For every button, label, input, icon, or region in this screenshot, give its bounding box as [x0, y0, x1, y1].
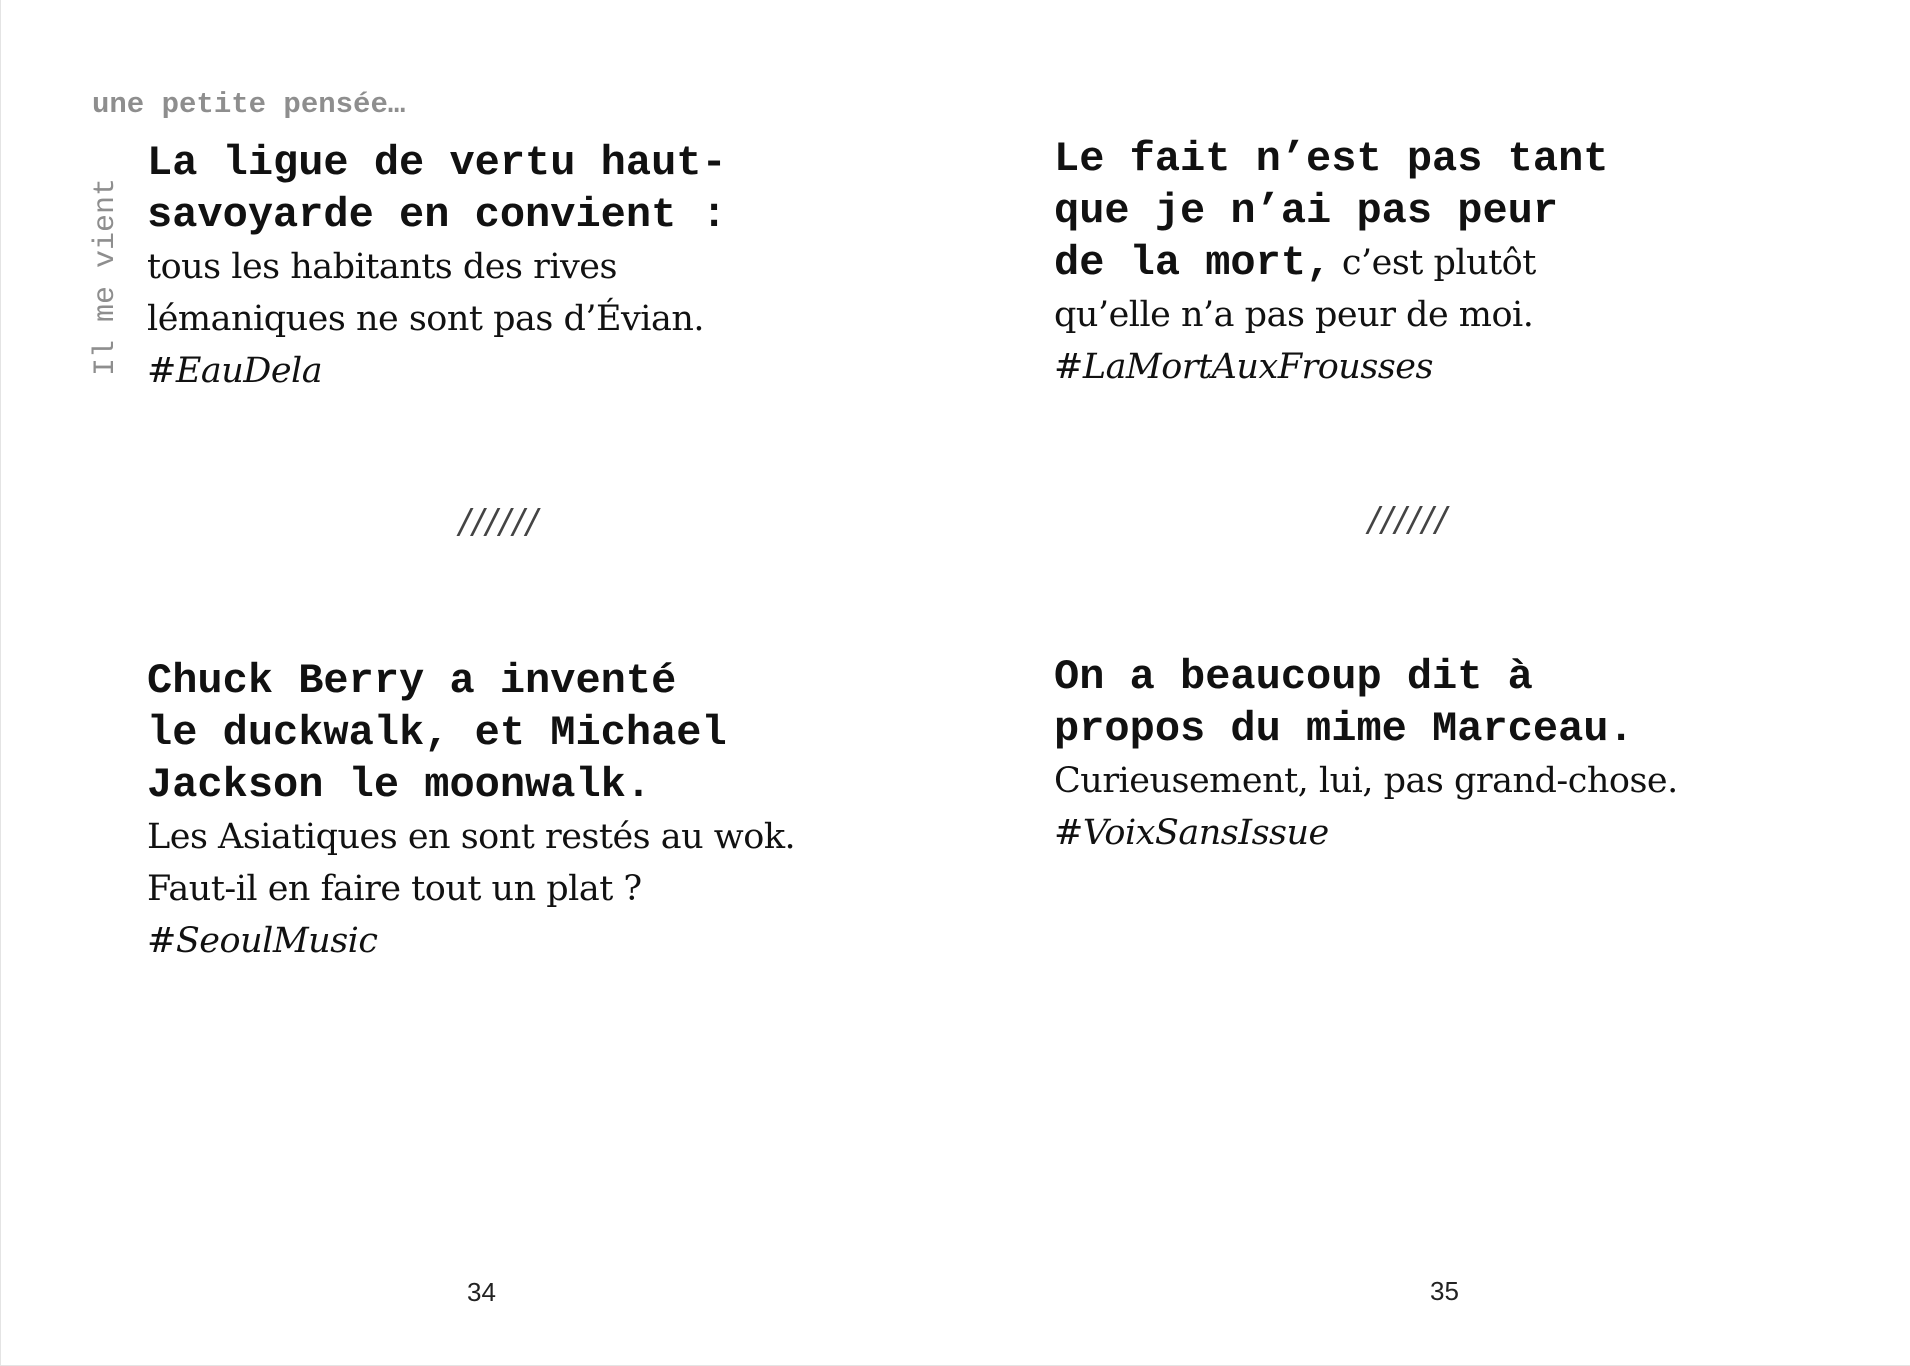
- vertical-section-label: Il me vient: [89, 177, 123, 376]
- entry-4-hashtag: #VoixSansIssue: [1054, 813, 1329, 853]
- entry-3-body-line-2: Faut-il en faire tout un plat ?: [147, 869, 642, 909]
- entry-3-body-line-1: Les Asiatiques en sont restés au wok.: [147, 817, 796, 857]
- section-header: une petite pensée…: [92, 88, 406, 121]
- thought-entry-2: [1054, 133, 1854, 393]
- entry-1-headline-line-1: La ligue de vertu haut-: [147, 139, 727, 187]
- entry-2-hashtag: #LaMortAuxFrousses: [1054, 347, 1433, 387]
- entry-4-headline-line-2: propos du mime Marceau.: [1054, 705, 1634, 753]
- thought-entry-4: [1054, 651, 1854, 859]
- entry-1-headline-line-2: savoyarde en convient :: [147, 191, 727, 239]
- entry-4-body-line-1: Curieusement, lui, pas grand-chose.: [1054, 761, 1678, 801]
- page-number-right: 35: [1430, 1276, 1459, 1306]
- entry-2-mixed-line: [1054, 237, 1854, 289]
- entry-4-headline-line-1: On a beaucoup dit à: [1054, 653, 1533, 701]
- entry-1-body-line-2: lémaniques ne sont pas d’Évian.: [147, 299, 705, 339]
- entry-1-hashtag: #EauDela: [147, 351, 323, 391]
- entry-2-headline-line-2: que je n’ai pas peur: [1054, 187, 1559, 235]
- thought-entry-1: [147, 137, 947, 397]
- thought-entry-3: [147, 655, 947, 967]
- entry-2-body-line-1: qu’elle n’a pas peur de moi.: [1054, 295, 1534, 335]
- entry-2-headline-line-3: de la mort,: [1054, 239, 1332, 287]
- entry-2-headline-line-1: Le fait n’est pas tant: [1054, 135, 1609, 183]
- separator-right: //////: [1368, 500, 1449, 540]
- entry-1-body-line-1: tous les habitants des rives: [147, 247, 617, 287]
- page-number-left: 34: [467, 1277, 496, 1307]
- entry-3-hashtag: #SeoulMusic: [147, 921, 378, 961]
- entry-3-headline-line-2: le duckwalk, et Michael: [147, 709, 727, 757]
- separator-left: //////: [459, 502, 540, 542]
- entry-2-body-fragment: c’est plutôt: [1331, 243, 1536, 283]
- entry-3-headline-line-1: Chuck Berry a inventé: [147, 657, 677, 705]
- entry-3-headline-line-3: Jackson le moonwalk.: [147, 761, 652, 809]
